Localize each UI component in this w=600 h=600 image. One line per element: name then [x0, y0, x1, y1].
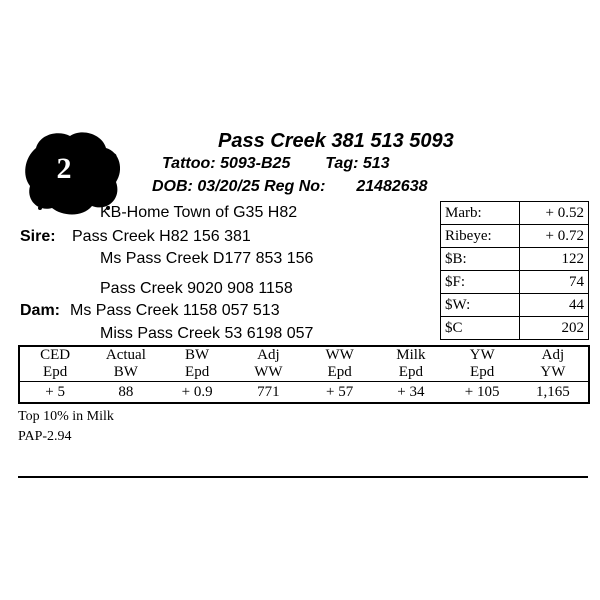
table-cell: 771	[257, 384, 280, 400]
sire-label: Sire:	[20, 228, 56, 245]
table-cell: 1,165	[536, 384, 570, 400]
dob-value: 03/20/25	[197, 178, 260, 195]
index-label: $F:	[441, 271, 520, 294]
index-label: $W:	[441, 294, 520, 317]
sire-name: Pass Creek H82 156 381	[72, 228, 251, 245]
tattoo-value: 5093-B25	[220, 155, 291, 172]
tattoo-label: Tattoo:	[162, 155, 216, 172]
tag-value: 513	[362, 155, 390, 172]
dam-sire: Pass Creek 9020 908 1158	[100, 280, 293, 297]
column-header: Milk Epd	[375, 346, 446, 382]
performance-header-row	[19, 346, 589, 382]
table-cell: + 5	[45, 384, 65, 400]
column-header: Adj YW	[518, 346, 589, 382]
table-cell: + 57	[326, 384, 354, 400]
index-row	[441, 248, 589, 271]
column-header: Adj WW	[233, 346, 304, 382]
index-value: 122	[520, 248, 589, 271]
dam-dam: Miss Pass Creek 53 6198 057	[100, 325, 314, 342]
carcass-index-table	[440, 201, 589, 340]
reg-label: Reg No:	[264, 178, 326, 195]
dob-reg-line	[152, 178, 428, 196]
dam-name: Ms Pass Creek 1158 057 513	[70, 302, 280, 319]
table-cell: + 105	[464, 384, 500, 400]
sire-dam: Ms Pass Creek D177 853 156	[100, 250, 314, 267]
note-line: PAP-2.94	[18, 429, 72, 444]
column-header: CED Epd	[19, 346, 90, 382]
index-value: + 0.52	[520, 202, 589, 225]
dam-label: Dam:	[20, 302, 61, 319]
performance-table	[18, 345, 590, 404]
index-label: Ribeye:	[441, 225, 520, 248]
tag-label: Tag:	[325, 155, 359, 172]
index-value: 74	[520, 271, 589, 294]
note-line: Top 10% in Milk	[18, 409, 114, 424]
index-row	[441, 202, 589, 225]
column-header: BW Epd	[162, 346, 233, 382]
index-row	[441, 294, 589, 317]
index-value: 44	[520, 294, 589, 317]
performance-value-row	[19, 382, 589, 404]
table-cell: + 34	[397, 384, 425, 400]
index-row	[441, 225, 589, 248]
animal-name: Pass Creek 381 513 5093	[218, 130, 454, 152]
index-row	[441, 271, 589, 294]
lot-number: 2	[56, 152, 72, 185]
table-cell: + 0.9	[181, 384, 213, 400]
dob-label: DOB:	[152, 178, 193, 195]
index-label: $C	[441, 317, 520, 340]
table-cell: 88	[118, 384, 134, 400]
index-label: $B:	[441, 248, 520, 271]
index-value: 202	[520, 317, 589, 340]
column-header: YW Epd	[447, 346, 518, 382]
index-value: + 0.72	[520, 225, 589, 248]
tattoo-tag-line	[162, 155, 390, 173]
index-row	[441, 317, 589, 340]
sire-sire: KB-Home Town of G35 H82	[100, 204, 298, 221]
index-label: Marb:	[441, 202, 520, 225]
column-header: Actual BW	[90, 346, 161, 382]
column-header: WW Epd	[304, 346, 375, 382]
footer-divider	[18, 476, 588, 478]
reg-value: 21482638	[356, 178, 428, 195]
